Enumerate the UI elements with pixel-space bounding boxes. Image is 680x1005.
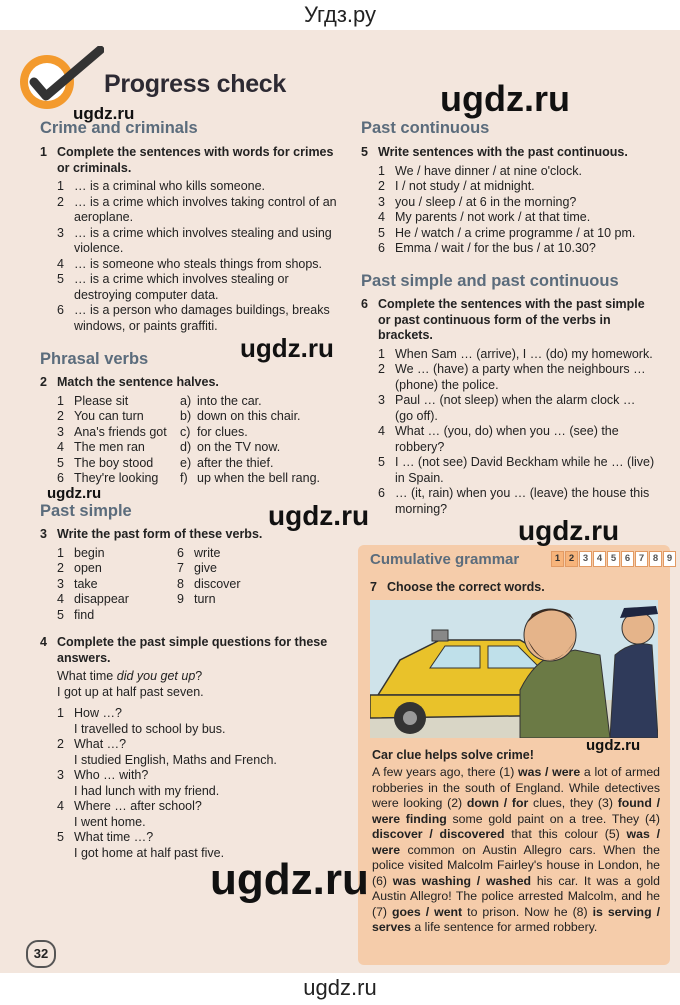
cumulative-title: Cumulative grammar [370, 551, 520, 568]
list-item: c) for clues. [180, 424, 248, 439]
site-header: Угдз.ру [0, 0, 680, 30]
exercise-instruction: 6 Complete the sentences with the past simple or past continuous form of the verbs in brackets. [361, 297, 645, 342]
list-item: 6 write [177, 545, 221, 560]
list-item: 3 Ana's friends got [57, 424, 167, 439]
choice-2[interactable]: down / for [466, 796, 529, 810]
example-answer: I got up at half past seven. [57, 684, 204, 699]
list-item: 3 you / sleep / at 6 in the morning? [378, 194, 577, 209]
answer-text: I got home at half past five. [74, 845, 225, 860]
list-item: 6 … is a person who damages buildings, breaks windows, or paints graffiti. [57, 303, 330, 333]
page-number: 32 [26, 940, 56, 968]
list-item: 2 What …? [57, 737, 127, 751]
choice-8[interactable]: is serving / serves [372, 904, 660, 934]
watermark: ugdz.ru [440, 78, 570, 119]
article-title: Car clue helps solve crime! [372, 748, 534, 762]
list-item: 5 find [57, 607, 95, 622]
list-item: 4 My parents / not work / at that time. [378, 210, 591, 224]
watermark: ugdz.ru [240, 333, 334, 363]
list-item: 4 disappear [57, 592, 129, 606]
unit-indicator [551, 551, 677, 567]
section-crime: Crime and criminals [40, 119, 198, 137]
section-ps-pc: Past simple and past continuous [361, 272, 619, 290]
list-item: 4 Where … after school? [57, 799, 202, 813]
exercise-instruction: 1 Complete the sentences with words for crimes or criminals. [40, 145, 334, 175]
choice-5[interactable]: was / were [372, 827, 660, 857]
exercise-4 [40, 635, 350, 861]
car-crime-illustration [370, 600, 658, 738]
list-item: 5 I … (not see) David Beckham while he … (live) in Spain. [378, 455, 655, 485]
choice-6[interactable]: was washing / washed [392, 873, 532, 888]
section-phrasal: Phrasal verbs [40, 350, 149, 368]
choice-1[interactable]: was / were [518, 765, 581, 779]
list-item: 3 Paul … (not sleep) when the alarm clock … (go off). [378, 393, 636, 423]
answer-text: I had lunch with my friend. [74, 783, 220, 798]
list-item: f) up when the bell rang. [180, 471, 321, 485]
watermark: ugdz.ru [73, 104, 135, 123]
answer-text: I went home. [74, 814, 146, 829]
choice-3[interactable]: found / were finding [372, 796, 660, 826]
article-text: A few years ago, there (1) was / were a lot of armed robberies in the south of England. While detectives were looking (2) down / for clues, they (3) found / were finding some gold paint on a tree. They (4) discover / discovered that this colour (5) was / were common on Austin Allegro cars. When the police visited Malcolm Fairley's house in London, he (6) was washing / washed his car. It was a gold Austin Allegro! The police arrested Malcolm, and he (7) goes / went to prison. Now he (8) is serving / serves a life sentence for armed robbery. [372, 765, 661, 934]
unit-box: 7 [635, 551, 648, 567]
list-item: 7 give [177, 561, 217, 575]
unit-box: 3 [579, 551, 592, 567]
section-past-simple: Past simple [40, 502, 132, 520]
list-item: 3 take [57, 576, 98, 591]
list-item: 2 open [57, 561, 102, 575]
list-item: 4 The men ran [57, 440, 145, 454]
list-item: 4 What … (you, do) when you … (see) the robbery? [378, 424, 619, 454]
list-item: 5 He / watch / a crime programme / at 10 pm. [378, 225, 636, 240]
exercise-instruction: 4 Complete the past simple questions for these answers. [40, 635, 328, 665]
list-item: 2 … is a crime which involves taking control of an aeroplane. [57, 194, 337, 224]
unit-box: 1 [551, 551, 564, 567]
list-item: d) on the TV now. [180, 440, 281, 454]
choice-4[interactable]: discover / discovered [372, 827, 505, 841]
unit-box: 2 [565, 551, 578, 567]
choice-7[interactable]: goes / went [392, 904, 463, 919]
list-item: 6 Emma / wait / for the bus / at 10.30? [378, 241, 596, 255]
list-item: 5 What time …? [57, 830, 154, 844]
exercise-3 [40, 527, 340, 623]
unit-box: 5 [607, 551, 620, 567]
exercise-1 [40, 145, 340, 334]
list-item: 9 turn [177, 592, 216, 606]
site-footer: ugdz.ru [0, 973, 680, 1005]
list-item: 5 The boy stood [57, 455, 154, 470]
watermark: ugdz.ru [47, 485, 102, 502]
list-item: 6 … (it, rain) when you … (leave) the house this morning? [378, 486, 650, 516]
unit-box: 9 [663, 551, 676, 567]
list-item: 1 When Sam … (arrive), I … (do) my homework. [378, 346, 653, 361]
list-item: 2 You can turn [57, 409, 144, 423]
list-item: a) into the car. [180, 393, 262, 408]
list-item: 2 I / not study / at midnight. [378, 179, 535, 193]
watermark: ugdz.ru [518, 515, 620, 546]
page-title: Progress check [104, 70, 287, 98]
unit-box: 4 [593, 551, 606, 567]
exercise-instruction: 2 Match the sentence halves. [40, 375, 219, 389]
list-item: 5 … is a crime which involves stealing or destroying computer data. [57, 272, 289, 302]
unit-box: 6 [621, 551, 634, 567]
exercise-instruction: 3 Write the past form of these verbs. [40, 527, 263, 541]
unit-box: 8 [649, 551, 662, 567]
list-item: 3 … is a crime which involves stealing and using violence. [57, 225, 332, 255]
answer-text: I travelled to school by bus. [74, 721, 226, 736]
list-item: b) down on this chair. [180, 409, 301, 423]
list-item: 4 … is someone who steals things from shops. [57, 256, 323, 271]
exercise-6 [361, 297, 656, 517]
list-item: 1 Please sit [57, 393, 129, 408]
list-item: 1 begin [57, 545, 105, 560]
list-item: 1 How …? [57, 706, 122, 720]
exercise-instruction: 5 Write sentences with the past continuous. [361, 145, 628, 159]
exercise-2 [40, 375, 360, 487]
section-past-continuous: Past continuous [361, 119, 490, 137]
exercise-5 [361, 145, 661, 257]
list-item: 1 We / have dinner / at nine o'clock. [378, 163, 582, 178]
watermark: ugdz.ru [268, 500, 370, 531]
example-question: What time did you get up? [57, 669, 203, 683]
exercise-7 [370, 580, 660, 596]
list-item: 6 They're looking [57, 471, 159, 485]
watermark: ugdz.ru [586, 737, 641, 754]
list-item: e) after the thief. [180, 455, 274, 470]
answer-text: I studied English, Maths and French. [74, 752, 277, 767]
list-item: 1 … is a criminal who kills someone. [57, 179, 266, 193]
watermark: ugdz.ru [210, 855, 369, 904]
list-item: 2 We … (have) a party when the neighbours … (phone) the police. [378, 362, 646, 392]
list-item: 8 discover [177, 576, 241, 591]
list-item: 3 Who … with? [57, 768, 149, 782]
exercise-instruction: 7 Choose the correct words. [370, 580, 545, 594]
